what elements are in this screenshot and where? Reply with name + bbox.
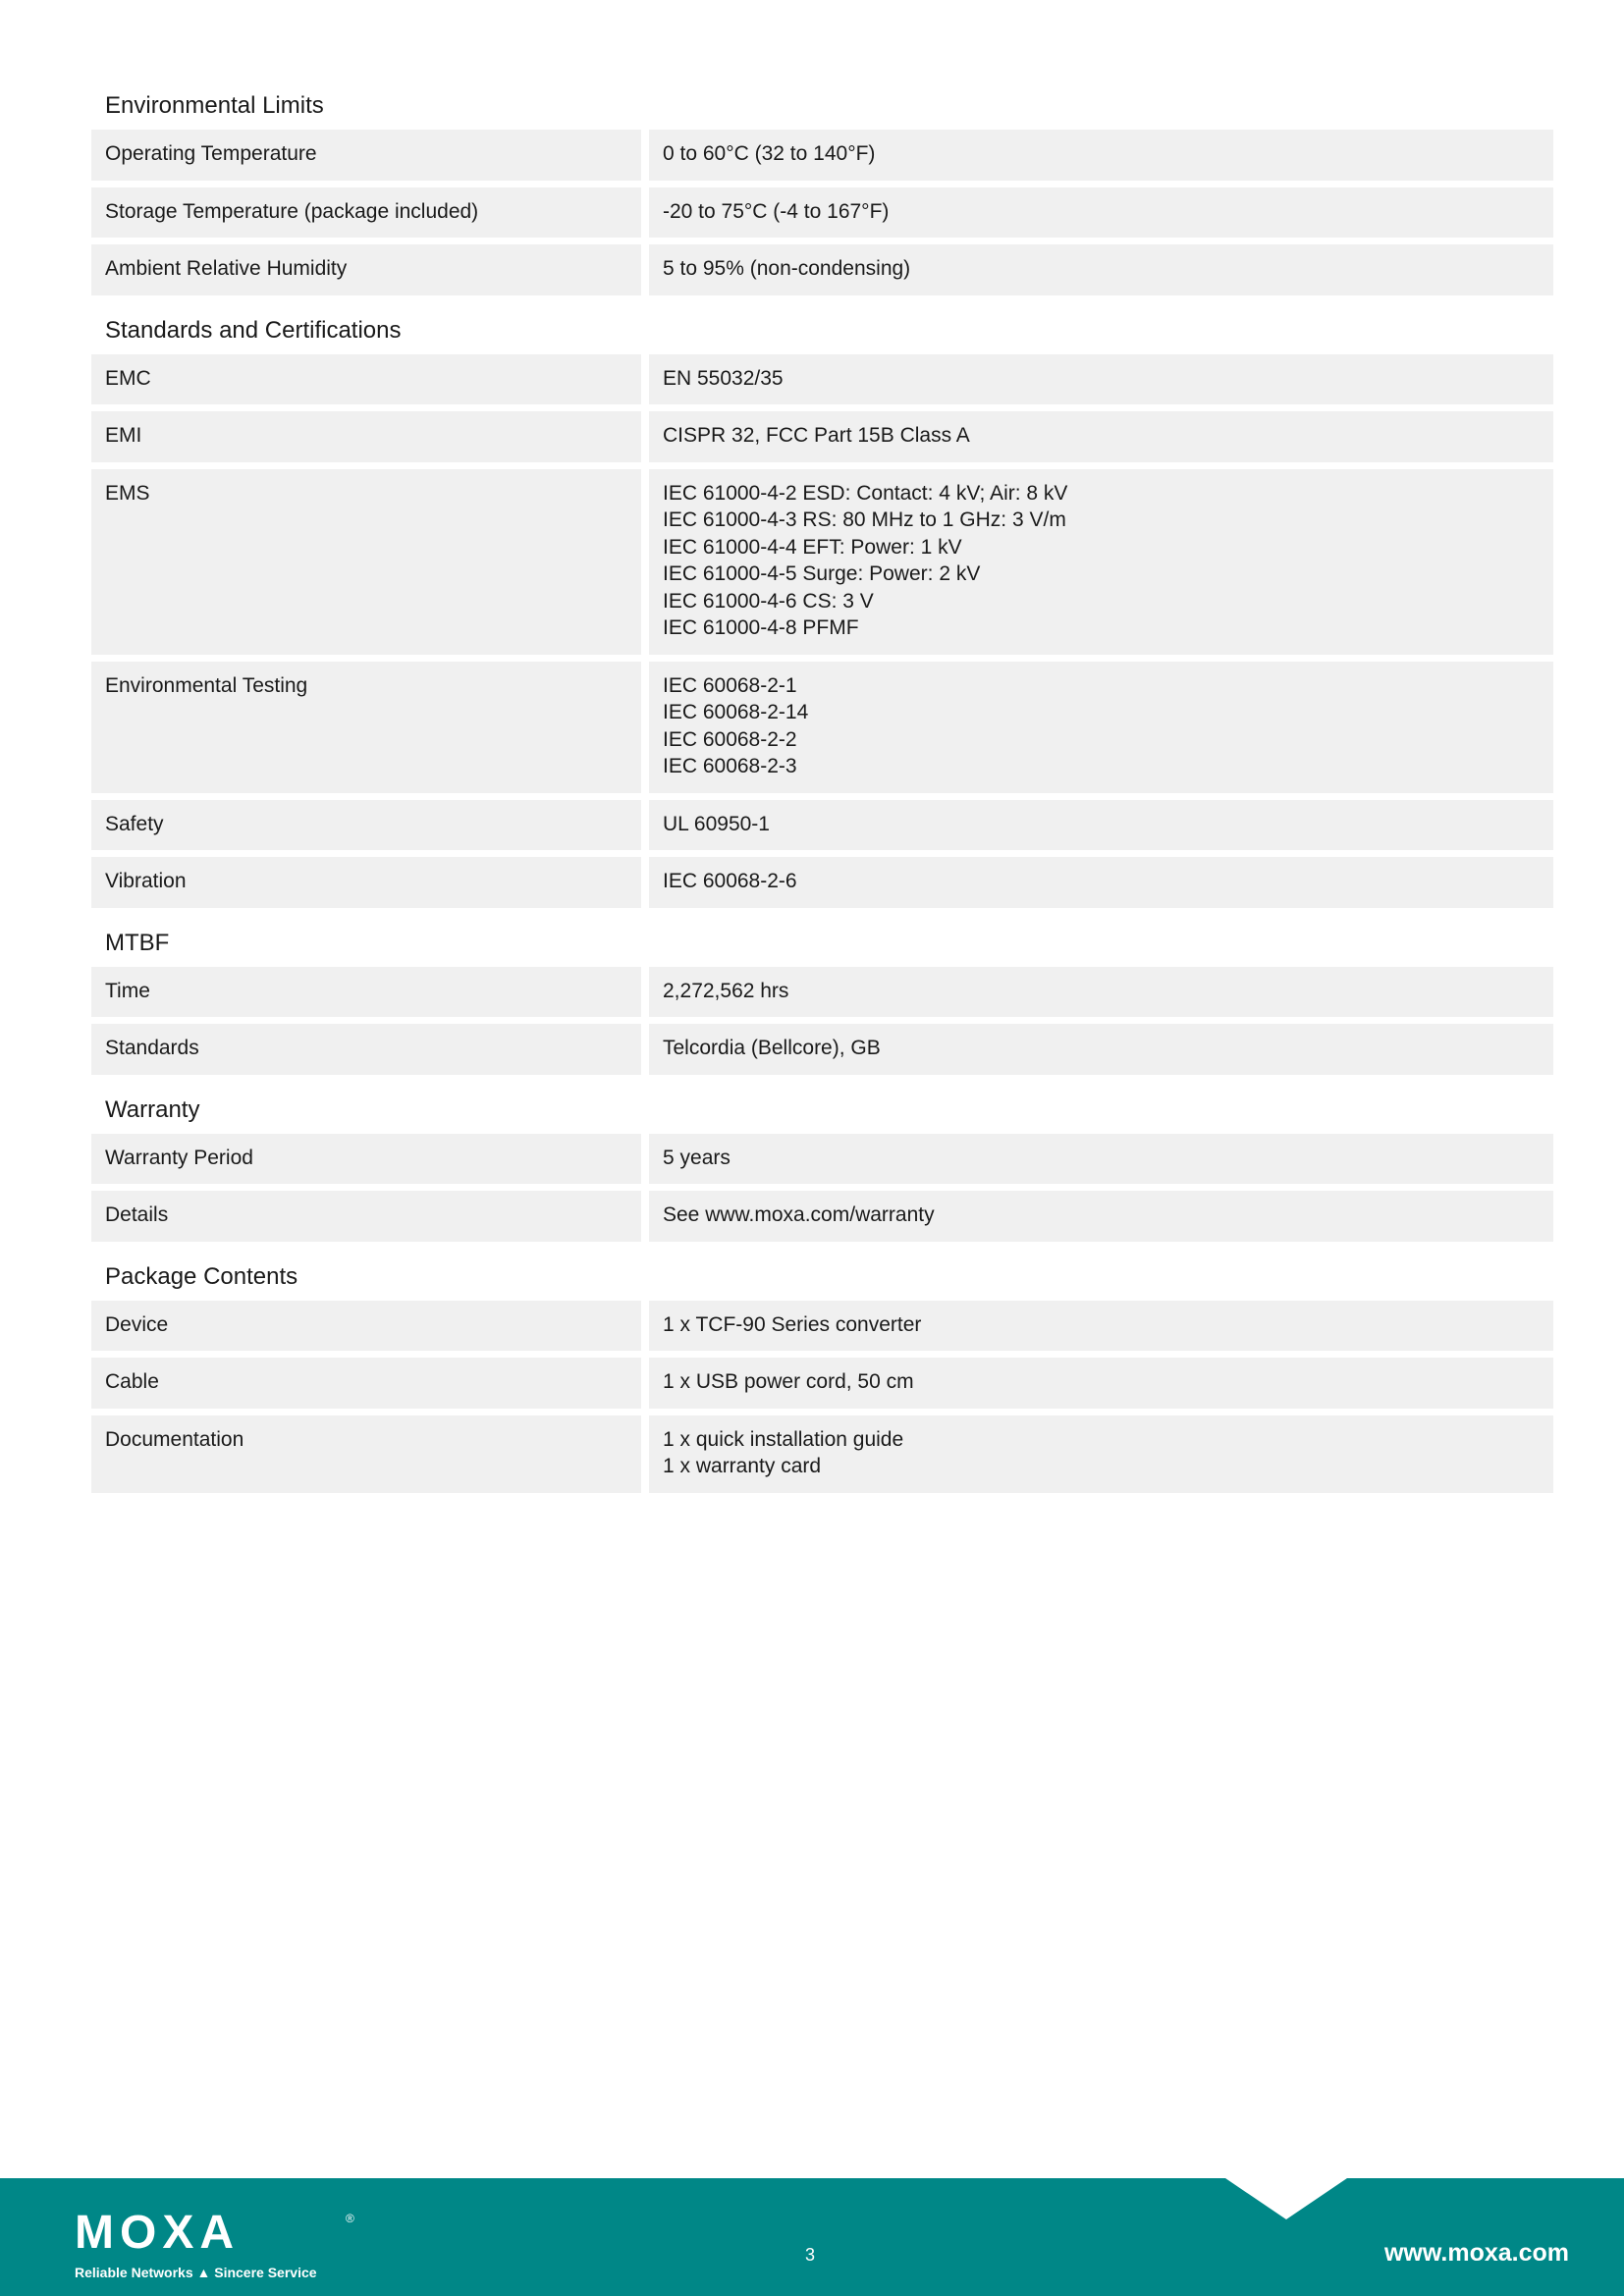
spec-row	[91, 1134, 1553, 1185]
spec-value	[649, 967, 1553, 1018]
spec-value-line: IEC 61000-4-4 EFT: Power: 1 kV	[663, 535, 962, 559]
spec-label: Operating Temperature	[91, 130, 641, 181]
spec-value-line: 5 to 95% (non-condensing)	[663, 257, 911, 280]
logo-registered-mark: ®	[346, 2212, 354, 2225]
spec-value-line: IEC 61000-4-5 Surge: Power: 2 kV	[663, 562, 981, 585]
spec-value-line: IEC 60068-2-6	[663, 870, 797, 892]
spec-value	[649, 800, 1553, 851]
spec-label: Warranty Period	[91, 1134, 641, 1185]
spec-value	[649, 1191, 1553, 1242]
spec-value-line: Telcordia (Bellcore), GB	[663, 1037, 881, 1059]
spec-value	[649, 1358, 1553, 1409]
spec-label: Cable	[91, 1358, 641, 1409]
spec-label: Vibration	[91, 857, 641, 908]
spec-value	[649, 469, 1553, 655]
spec-value-line: CISPR 32, FCC Part 15B Class A	[663, 424, 970, 447]
spec-section	[91, 1095, 1553, 1242]
spec-label: EMI	[91, 411, 641, 462]
spec-row	[91, 354, 1553, 405]
spec-label: Storage Temperature (package included)	[91, 187, 641, 239]
spec-value-line: IEC 61000-4-3 RS: 80 MHz to 1 GHz: 3 V/m	[663, 508, 1066, 531]
spec-section	[91, 315, 1553, 908]
spec-value-line: IEC 60068-2-14	[663, 701, 809, 723]
spec-row	[91, 244, 1553, 295]
spec-value	[649, 411, 1553, 462]
spec-value	[649, 1134, 1553, 1185]
section-title: Environmental Limits	[105, 92, 324, 119]
spec-label: Device	[91, 1301, 641, 1352]
section-title: Package Contents	[105, 1262, 298, 1290]
spec-section	[91, 90, 1553, 295]
spec-value	[649, 857, 1553, 908]
spec-value-line: 1 x USB power cord, 50 cm	[663, 1370, 914, 1393]
spec-value-line: IEC 60068-2-1	[663, 673, 797, 697]
spec-row	[91, 967, 1553, 1018]
spec-value-line: IEC 61000-4-6 CS: 3 V	[663, 589, 874, 613]
spec-row	[91, 1358, 1553, 1409]
spec-label: Documentation	[91, 1415, 641, 1493]
spec-row	[91, 469, 1553, 655]
spec-label: Environmental Testing	[91, 662, 641, 793]
spec-row	[91, 800, 1553, 851]
section-title: MTBF	[105, 929, 170, 956]
spec-value-line: 1 x warranty card	[663, 1455, 822, 1477]
spec-value	[649, 187, 1553, 239]
spec-value	[649, 130, 1553, 181]
spec-value-line: 5 years	[663, 1146, 731, 1169]
spec-value-line: See www.moxa.com/warranty	[663, 1203, 935, 1226]
spec-row	[91, 130, 1553, 181]
spec-label: Standards	[91, 1024, 641, 1075]
spec-value	[649, 1301, 1553, 1352]
spec-content	[91, 90, 1553, 1513]
section-title: Warranty	[105, 1095, 200, 1123]
spec-value-line: IEC 61000-4-2 ESD: Contact: 4 kV; Air: 8 kV	[663, 481, 1068, 505]
page-footer	[0, 2178, 1624, 2296]
spec-section	[91, 1261, 1553, 1493]
spec-value-line: 1 x TCF-90 Series converter	[663, 1312, 922, 1336]
spec-value	[649, 354, 1553, 405]
spec-row	[91, 411, 1553, 462]
spec-label: Safety	[91, 800, 641, 851]
website-link[interactable]: www.moxa.com	[1383, 2239, 1569, 2267]
spec-row	[91, 1301, 1553, 1352]
spec-row	[91, 662, 1553, 793]
spec-row	[91, 857, 1553, 908]
spec-value	[649, 1024, 1553, 1075]
moxa-logo	[75, 2207, 354, 2280]
logo-wordmark: MOXA	[75, 2207, 240, 2259]
spec-value-line: IEC 61000-4-8 PFMF	[663, 616, 859, 639]
spec-label: Details	[91, 1191, 641, 1242]
spec-row	[91, 1415, 1553, 1493]
spec-row	[91, 1024, 1553, 1075]
spec-value	[649, 244, 1553, 295]
page-number: 3	[805, 2245, 816, 2265]
spec-label: Ambient Relative Humidity	[91, 244, 641, 295]
spec-value-line: UL 60950-1	[663, 812, 770, 835]
spec-row	[91, 187, 1553, 239]
spec-label: EMS	[91, 469, 641, 655]
spec-label: EMC	[91, 354, 641, 405]
spec-label: Time	[91, 967, 641, 1018]
spec-value-line: IEC 60068-2-2	[663, 727, 797, 751]
spec-row	[91, 1191, 1553, 1242]
logo-tagline: Reliable Networks ▲ Sincere Service	[75, 2265, 317, 2280]
spec-value	[649, 662, 1553, 793]
section-title: Standards and Certifications	[105, 316, 402, 344]
spec-value-line: 2,272,562 hrs	[663, 979, 789, 1002]
spec-value-line: 0 to 60°C (32 to 140°F)	[663, 142, 876, 165]
spec-value-line: IEC 60068-2-3	[663, 755, 797, 777]
spec-section	[91, 928, 1553, 1075]
spec-value-line: EN 55032/35	[663, 366, 784, 390]
spec-value-line: 1 x quick installation guide	[663, 1427, 904, 1451]
spec-value-line: -20 to 75°C (-4 to 167°F)	[663, 199, 890, 223]
spec-value	[649, 1415, 1553, 1493]
